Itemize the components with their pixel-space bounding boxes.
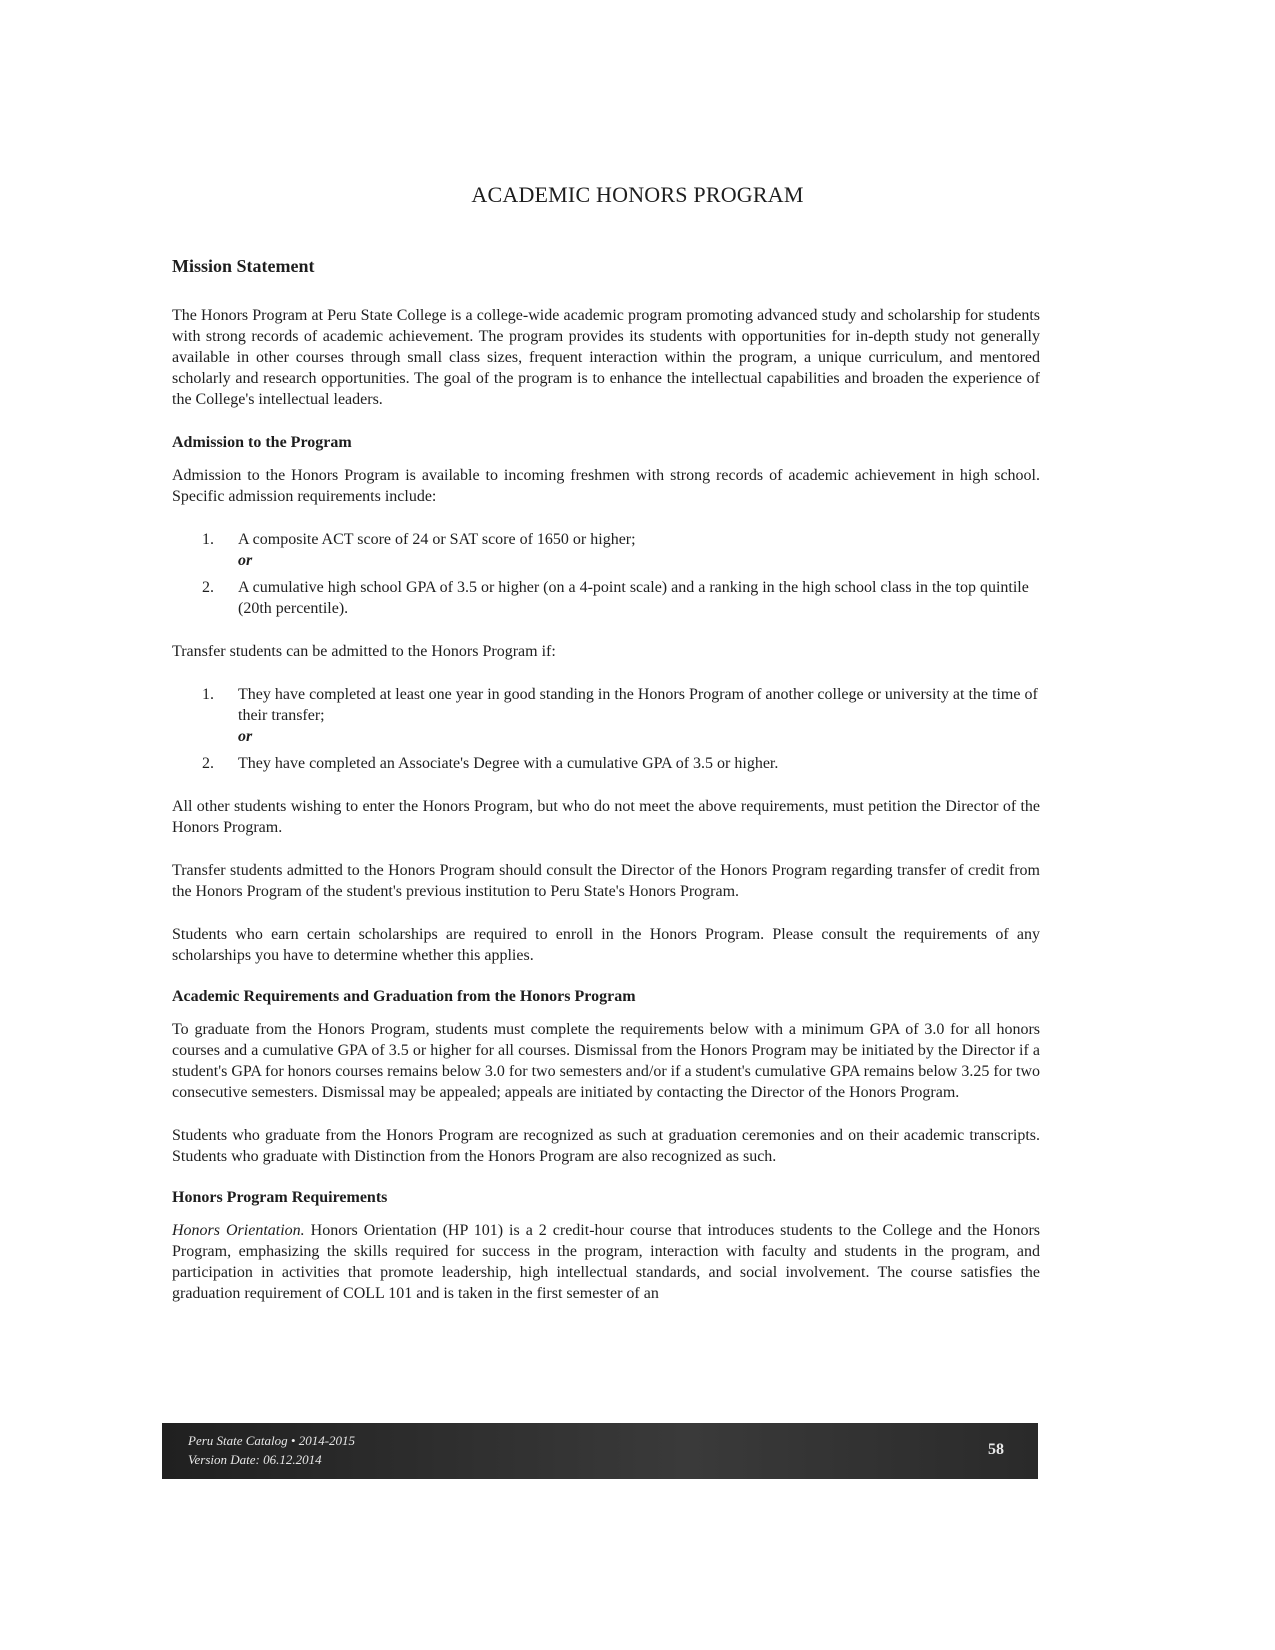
list-text: They have completed at least one year in good standing in the Honors Program of another college or university at the time of their transfer; — [238, 686, 1038, 724]
transfer-requirements-list — [172, 684, 1040, 774]
version-date: Version Date: 06.12.2014 — [188, 1452, 322, 1467]
list-text: A composite ACT score of 24 or SAT score of 1650 or higher; — [238, 531, 636, 548]
admission-intro: Admission to the Honors Program is available to incoming freshmen with strong records of academic achievement in high school. Specific admission requirements include: — [172, 467, 1040, 505]
requirements-heading: Honors Program Requirements — [172, 1189, 388, 1206]
page-title: ACADEMIC HONORS PROGRAM — [471, 182, 804, 207]
transfer-credit-text: Transfer students admitted to the Honors Program should consult the Director of the Honors Program regarding transfer of credit from the Honors Program of the student's previous institution to Peru State's Honors Program. — [172, 862, 1040, 900]
catalog-label: Peru State Catalog • 2014-2015 — [188, 1433, 356, 1448]
list-text: They have completed an Associate's Degree with a cumulative GPA of 3.5 or higher. — [238, 755, 779, 772]
list-number: 1. — [202, 686, 214, 703]
orientation-label: Honors Orientation. — [172, 1222, 305, 1239]
freshman-requirements-list — [172, 529, 1040, 619]
transfer-intro: Transfer students can be admitted to the Honors Program if: — [172, 643, 556, 660]
or-label: or — [238, 728, 253, 745]
page-number: 58 — [988, 1441, 1004, 1458]
admission-heading: Admission to the Program — [172, 434, 352, 451]
academic-text-2: Students who graduate from the Honors Program are recognized as such at graduation ceremonies and on their academic transcripts. Students who graduate with Distinction from the Honors Program are also recognized as such. — [172, 1127, 1040, 1165]
academic-text-1: To graduate from the Honors Program, students must complete the requirements below with a minimum GPA of 3.0 for all honors courses and a cumulative GPA of 3.5 or higher for all courses. Dismissal from the Honors Program may be initiated by the Director if a student's GPA for honors courses remains below 3.0 for two semesters and/or if a student's cumulative GPA remains below 3.25 for two consecutive semesters. Dismissal may be appealed; appeals are initiated by contacting the Director of the Honors Program. — [172, 1021, 1041, 1101]
list-number: 2. — [202, 579, 214, 596]
mission-text: The Honors Program at Peru State College is a college-wide academic program promoting advanced study and scholarship for students with strong records of academic achievement. The program provides its students with opportunities for in-depth study not generally available in other courses through small class sizes, frequent interaction within the program, a unique curriculum, and mentored scholarly and research opportunities. The goal of the program is to enhance the intellectual capabilities and broaden the experience of the College's intellectual leaders. — [172, 307, 1040, 408]
footer-bar — [162, 1423, 1038, 1479]
mission-heading: Mission Statement — [172, 256, 315, 276]
list-item — [172, 753, 1040, 774]
or-label: or — [238, 552, 253, 569]
list-text: A cumulative high school GPA of 3.5 or higher (on a 4-point scale) and a ranking in the high school class in the top quintile (20th percentile). — [238, 579, 1029, 617]
document-body — [172, 256, 1040, 1326]
list-item — [172, 577, 1040, 619]
list-item — [172, 529, 1040, 550]
petition-text: All other students wishing to enter the Honors Program, but who do not meet the above requirements, must petition the Director of the Honors Program. — [172, 798, 1040, 836]
academic-heading: Academic Requirements and Graduation from the Honors Program — [172, 988, 636, 1005]
scholarships-text: Students who earn certain scholarships are required to enroll in the Honors Program. Please consult the requirements of any scholarships you have to determine whether this applies. — [172, 926, 1040, 964]
list-item — [172, 684, 1040, 726]
list-number: 2. — [202, 755, 214, 772]
orientation-paragraph — [172, 1220, 1040, 1304]
footer-info — [188, 1431, 355, 1469]
list-number: 1. — [202, 531, 214, 548]
orientation-text: Honors Orientation (HP 101) is a 2 credit-hour course that introduces students to the College and the Honors Program, emphasizing the skills required for success in the program, interaction with faculty and students in the program, and participation in activities that promote leadership, high intellectual standards, and social involvement. The course satisfies the graduation requirement of COLL 101 and is taken in the first semester of an — [172, 1222, 1041, 1302]
